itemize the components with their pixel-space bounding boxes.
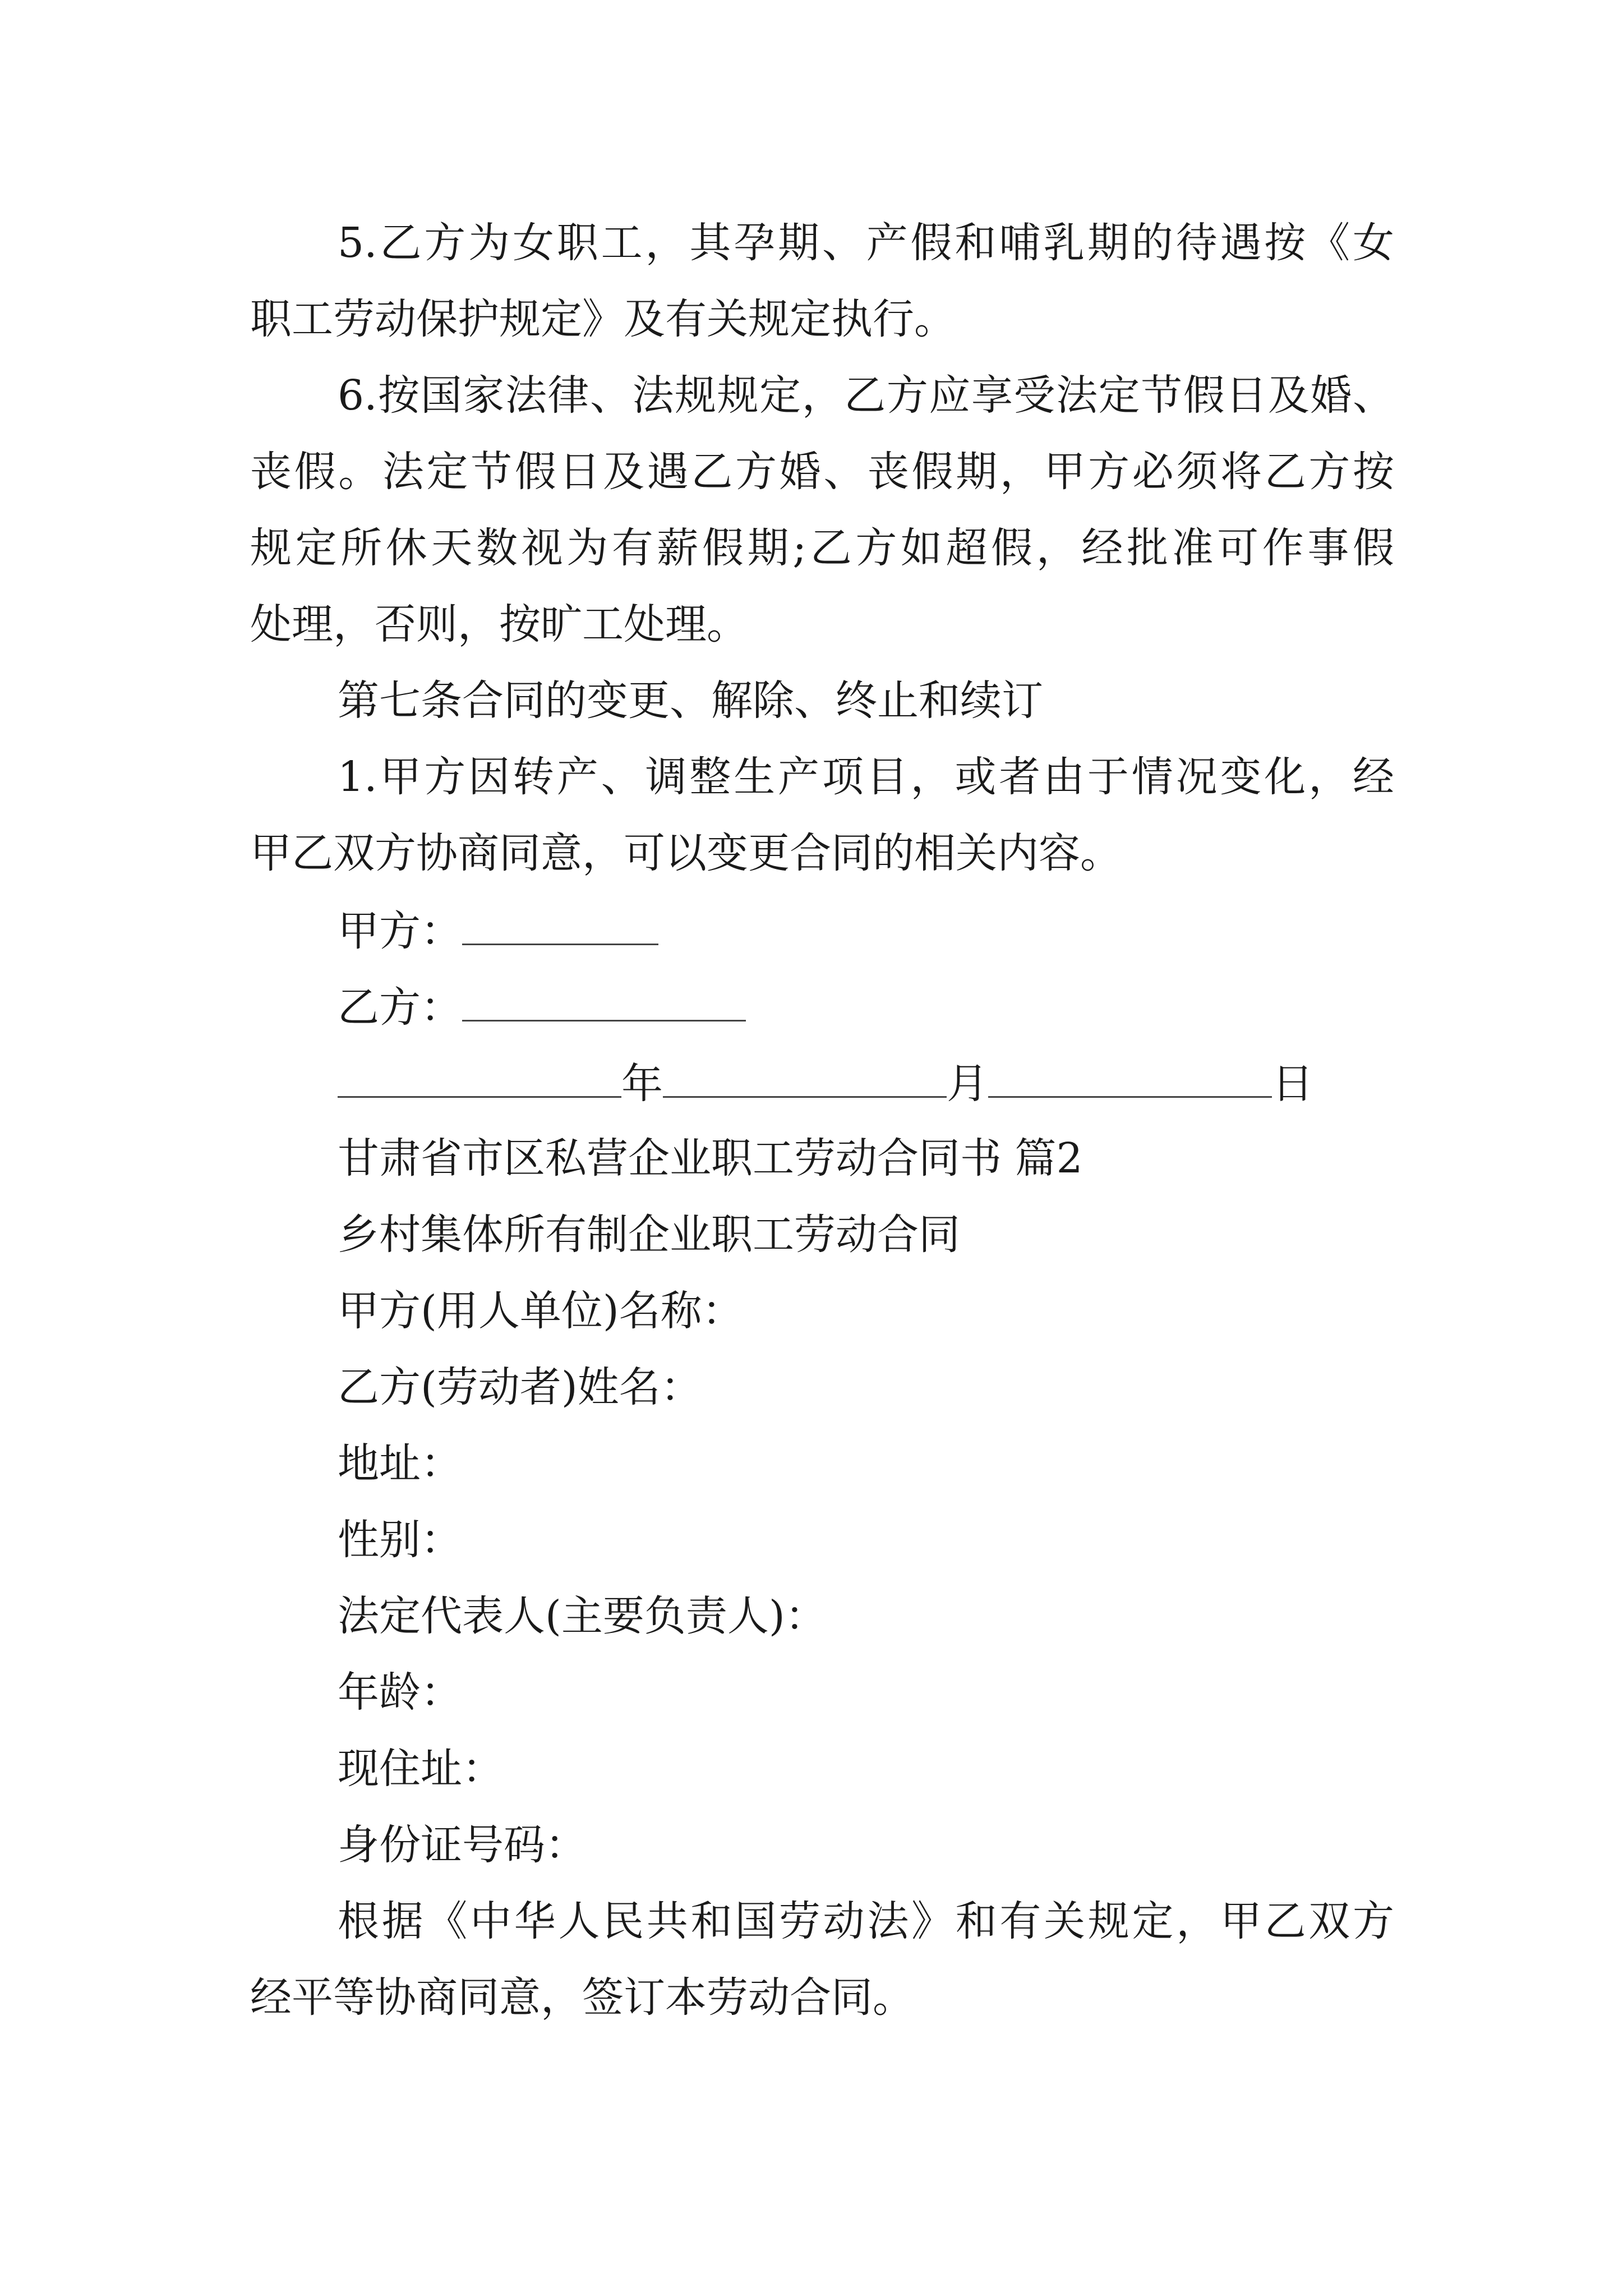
day-blank	[988, 1061, 1272, 1098]
article-7-heading: 第七条合同的变更、解除、终止和续订	[338, 677, 1043, 725]
clause-6-line-4: 处理，否则，按旷工处理。	[250, 600, 748, 648]
article-7-clause-1-line-1: 1.甲方因转产、调整生产项目，或者由于情况变化，经	[338, 753, 1394, 801]
field-employee-name: 乙方(劳动者)姓名：	[338, 1363, 702, 1411]
party-b-label: 乙方：	[338, 983, 462, 1032]
month-blank	[663, 1061, 947, 1098]
clause-5-line-2: 职工劳动保护规定》及有关规定执行。	[250, 295, 956, 343]
field-current-address: 现住址：	[338, 1745, 504, 1793]
year-label: 年	[621, 1060, 663, 1108]
year-blank	[338, 1061, 621, 1098]
day-label: 日	[1272, 1060, 1313, 1108]
party-b-blank	[462, 985, 746, 1022]
clause-6-line-3: 规定所休天数视为有薪假期;乙方如超假，经批准可作事假	[250, 524, 1394, 572]
field-id-number: 身份证号码：	[338, 1821, 587, 1869]
contract-title: 乡村集体所有制企业职工劳动合同	[338, 1211, 960, 1259]
field-gender: 性别：	[338, 1516, 462, 1564]
article-7-clause-1-line-2: 甲乙双方协商同意，可以变更合同的相关内容。	[250, 829, 1122, 877]
field-legal-representative: 法定代表人(主要负责人)：	[338, 1592, 827, 1640]
closing-line-2: 经平等协商同意，签订本劳动合同。	[250, 1973, 914, 2022]
party-a-blank	[462, 909, 658, 945]
field-address: 地址：	[338, 1439, 462, 1488]
field-age: 年龄：	[338, 1668, 462, 1717]
party-a-signature	[338, 907, 1394, 955]
party-b-signature	[338, 983, 1394, 1032]
month-label: 月	[947, 1060, 988, 1108]
field-employer-name: 甲方(用人单位)名称：	[338, 1287, 744, 1335]
clause-5-line-1: 5.乙方为女职工，其孕期、产假和哺乳期的待遇按《女	[338, 219, 1394, 267]
party-a-label: 甲方：	[338, 907, 462, 955]
closing-line-1: 根据《中华人民共和国劳动法》和有关规定，甲乙双方	[338, 1897, 1394, 1945]
section-2-heading: 甘肃省市区私营企业职工劳动合同书 篇2	[338, 1134, 1083, 1182]
date-line	[338, 1060, 1394, 1108]
clause-6-line-2: 丧假。法定节假日及遇乙方婚、丧假期，甲方必须将乙方按	[250, 448, 1394, 496]
clause-6-line-1: 6.按国家法律、法规规定，乙方应享受法定节假日及婚、	[338, 371, 1394, 420]
